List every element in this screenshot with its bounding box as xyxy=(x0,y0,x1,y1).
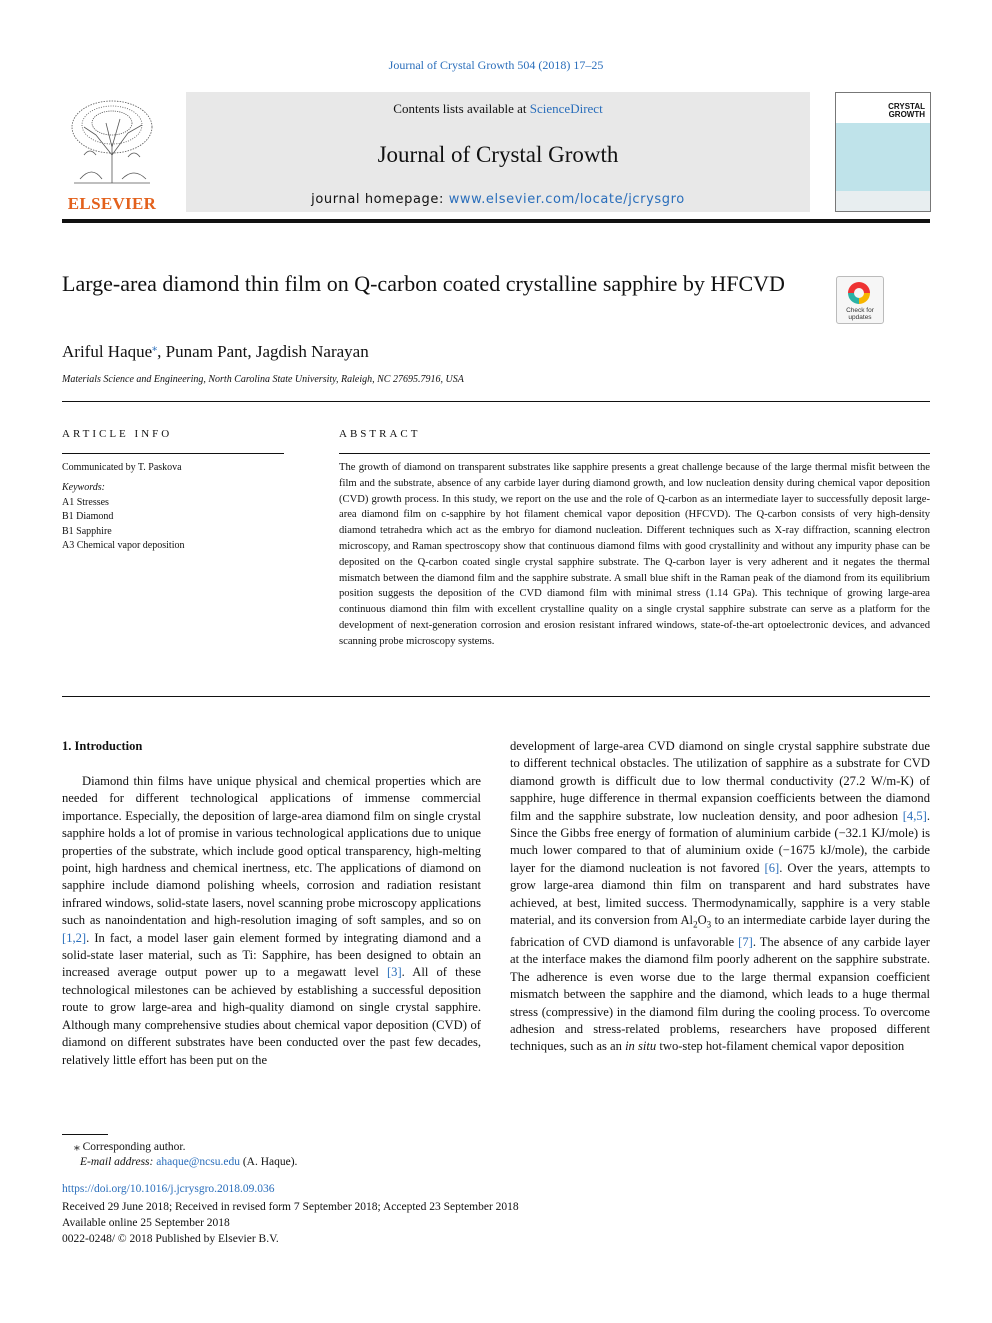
journal-cover-thumbnail[interactable] xyxy=(835,92,931,212)
sciencedirect-link[interactable]: ScienceDirect xyxy=(529,101,603,116)
body-column-left xyxy=(62,773,481,1069)
citation-link[interactable]: [7] xyxy=(738,934,753,949)
received-dates: Received 29 June 2018; Received in revised form 7 September 2018; Accepted 23 September 2018 xyxy=(62,1201,519,1213)
author-name[interactable]: Punam Pant xyxy=(165,342,248,361)
body-text: . The absence of any carbide layer at the interface makes the diamond film poorly adherent on the sapphire substrate. The adherence is even worse due to the large thermal expansion coefficient mismatch between the sapphire and the diamond, which leads to a huge thermal stress (compressive) in the diamond film during the cooling process. To overcome adhesion and stress-related problems, researchers have proposed different techniques, such as an xyxy=(510,934,930,1054)
keyword-item: B1 Diamond xyxy=(62,511,114,523)
online-date: Available online 25 September 2018 xyxy=(62,1217,230,1229)
homepage-prefix: journal homepage: xyxy=(311,192,449,207)
footnote-text: Corresponding author. xyxy=(79,1141,186,1153)
contents-line xyxy=(186,101,810,117)
cover-header xyxy=(836,93,930,123)
keywords-block xyxy=(62,481,184,554)
elsevier-wordmark: ELSEVIER xyxy=(67,194,157,213)
body-text: . In fact, a model laser gain element formed by integrating diamond and a solid-state laser material, such as Ti: Sapphire, has been designed to obtain an increased average output power up to a megawatt level xyxy=(62,930,481,980)
abstract-heading: ABSTRACT xyxy=(339,428,421,440)
body-text: development of large-area CVD diamond on single crystal sapphire substrate due to different technical obstacles. The utilization of sapphire as a substrate for CVD diamond growth is difficult due to low thermal conductivity (27.2 W/m-K) of sapphire, huge difference in thermal expansion coefficients between the diamond film and the sapphire substrate, low nucleation density, and poor adhesion xyxy=(510,739,930,823)
citation-link[interactable]: [6] xyxy=(764,860,780,875)
body-text: Diamond thin films have unique physical and chemical properties which are needed for different technological applications of immense commercial importance. Especially, the deposition of large-area diamond film on single crystal sapphire holds a lot of promise in various technological applications due to unique properties of the substrate, which include good optical transparency, high-melting point, high hardness and chemical inertness, etc. The applications of diamond on sapphire include diamond polishing wheels, corrosion and radiation resistant infrared windows, solid-state lasers, novel scanning probe microscopy applications such as nanoindentation and high-resolution imaging of soft samples, and so on xyxy=(62,774,481,928)
publication-history xyxy=(62,1199,519,1247)
author-name[interactable]: Ariful Haque xyxy=(62,342,153,361)
author-affiliation: Materials Science and Engineering, North Carolina State University, Raleigh, NC 27695.7916, USA xyxy=(62,374,464,385)
article-title: Large-area diamond thin film on Q-carbon coated crystalline sapphire by HFCVD xyxy=(62,271,785,296)
body-text: . All of these technological milestones can be achieved by establishing a successful deposition route to grow large-area and high-quality diamond on single crystal sapphire. Although many comprehensive studies about chemical vapor deposition (CVD) of diamond on different substrates have been conducted over the past few decades, relatively little effort has been put on the xyxy=(62,965,481,1067)
abstract-rule xyxy=(339,453,930,454)
keywords-heading: Keywords: xyxy=(62,482,105,493)
cover-footer xyxy=(836,191,930,211)
author-separator: , xyxy=(157,342,166,361)
crossmark-icon xyxy=(848,282,870,304)
homepage-link[interactable]: www.elsevier.com/locate/jcrysgro xyxy=(448,192,685,207)
footnote-mark: ⁎ xyxy=(74,1141,80,1153)
abstract-bottom-rule xyxy=(62,696,930,697)
author-separator: , xyxy=(247,342,256,361)
email-label: E-mail address: xyxy=(80,1156,154,1168)
contents-prefix: Contents lists available at xyxy=(393,101,530,116)
body-text: two-step hot-filament chemical vapor deposition xyxy=(656,1039,905,1054)
citation-link[interactable]: [3] xyxy=(386,965,402,980)
subscript: 2 xyxy=(693,919,698,930)
copyright-line: 0022-0248/ © 2018 Published by Elsevier B.V. xyxy=(62,1233,279,1245)
footnote-rule xyxy=(62,1134,108,1135)
crossmark-button[interactable] xyxy=(836,276,884,324)
italic-text: in situ xyxy=(625,1039,657,1054)
title-rule xyxy=(62,401,930,402)
cover-title-line2: GROWTH xyxy=(888,110,925,119)
homepage-line xyxy=(186,192,810,207)
keyword-item: A1 Stresses xyxy=(62,496,109,508)
body-column-right xyxy=(510,738,930,1056)
communicated-by: Communicated by T. Paskova xyxy=(62,462,182,473)
crossmark-label xyxy=(837,307,883,321)
email-footnote xyxy=(80,1156,297,1168)
email-link[interactable]: ahaque@ncsu.edu xyxy=(156,1156,240,1168)
citation-link[interactable]: [4,5] xyxy=(902,808,927,823)
keyword-item: B1 Sapphire xyxy=(62,525,112,537)
elsevier-tree-icon xyxy=(62,95,162,187)
corresponding-footnote xyxy=(74,1139,185,1153)
cover-title xyxy=(888,103,925,119)
section-heading: 1. Introduction xyxy=(62,739,143,753)
keyword-item: A3 Chemical vapor deposition xyxy=(62,540,185,552)
cover-art xyxy=(836,123,930,191)
corresponding-mark[interactable]: ⁎ xyxy=(152,342,158,354)
body-text: . Over the years, attempts to grow large-area diamond thin film on transparent and hard substrates have achieved, at best, limited success. Thermodynamically, sapphire is a very stable material, and its conversion from Al xyxy=(510,860,930,928)
author-name[interactable]: Jagdish Narayan xyxy=(255,342,369,361)
doi-link[interactable] xyxy=(62,1183,275,1195)
article-info-rule xyxy=(62,453,284,454)
crossmark-label-line1: Check for xyxy=(846,307,874,314)
body-text: O xyxy=(697,913,707,928)
journal-name: Journal of Crystal Growth xyxy=(377,142,619,167)
author-list xyxy=(62,342,369,362)
body-text: . Since the Gibbs free energy of formation of aluminium carbide (−32.1 KJ/mole) is much lower compared to that of aluminium oxide (−1675 kJ/mole), the carbide layer for the diamond nucleation is not favored xyxy=(510,808,930,875)
cover-title-line1: CRYSTAL xyxy=(888,102,925,111)
doi-text[interactable]: https://doi.org/10.1016/j.jcrysgro.2018.09.036 xyxy=(62,1183,275,1195)
crossmark-label-line2: updates xyxy=(848,314,872,321)
journal-reference[interactable]: Journal of Crystal Growth 504 (2018) 17–25 xyxy=(388,58,604,72)
body-text: to an intermediate carbide layer during the fabrication of CVD diamond is unfavorable xyxy=(510,913,930,949)
email-suffix: (A. Haque). xyxy=(239,1156,298,1168)
elsevier-logo[interactable] xyxy=(62,95,162,213)
header-rule xyxy=(62,219,930,223)
article-info-heading: ARTICLE INFO xyxy=(62,428,173,440)
subscript: 3 xyxy=(706,919,712,930)
journal-banner xyxy=(186,92,810,212)
citation-link[interactable]: [1,2] xyxy=(62,930,87,945)
abstract-text: The growth of diamond on transparent substrates like sapphire presents a great challenge because of the large thermal misfit between the film and the substrate, absence of any carbide layer during diamond growth, and low nucleation density during chemical vapor deposition (CVD) growth process. In this study, we report on the use and the role of Q-carbon as an intermediate layer to successfully deposit large-area diamond film on c-sapphire by hot filament chemical vapor deposition (HFCVD). The Q-carbon consists of very high-density diamond tetrahedra which act as the embryo for diamond nucleation. Different techniques such as X-ray diffraction, scanning electron microscopy, and Raman spectroscopy show that continuous diamond films with good crystallinity and without any impurity phase can be deposited on the Q-carbon coated single crystal sapphire substrate. The Q-carbon layer is very adherent and it negates the thermal mismatch between the diamond film and the sapphire substrate. A small blue shift in the Raman peak of the diamond from its equilibrium position suggests the deposition of the CVD diamond film with minimal stress (1.14 GPa). This technique of growing large-area continuous diamond thin film with excellent crystalline quality on a single crystal sapphire substrate can serve as a platform for the development of next-generation corrosion and erosion resistant infrared windows, state-of-the-art optoelectronic devices, and advanced scanning probe microscopy systems. xyxy=(339,462,930,647)
